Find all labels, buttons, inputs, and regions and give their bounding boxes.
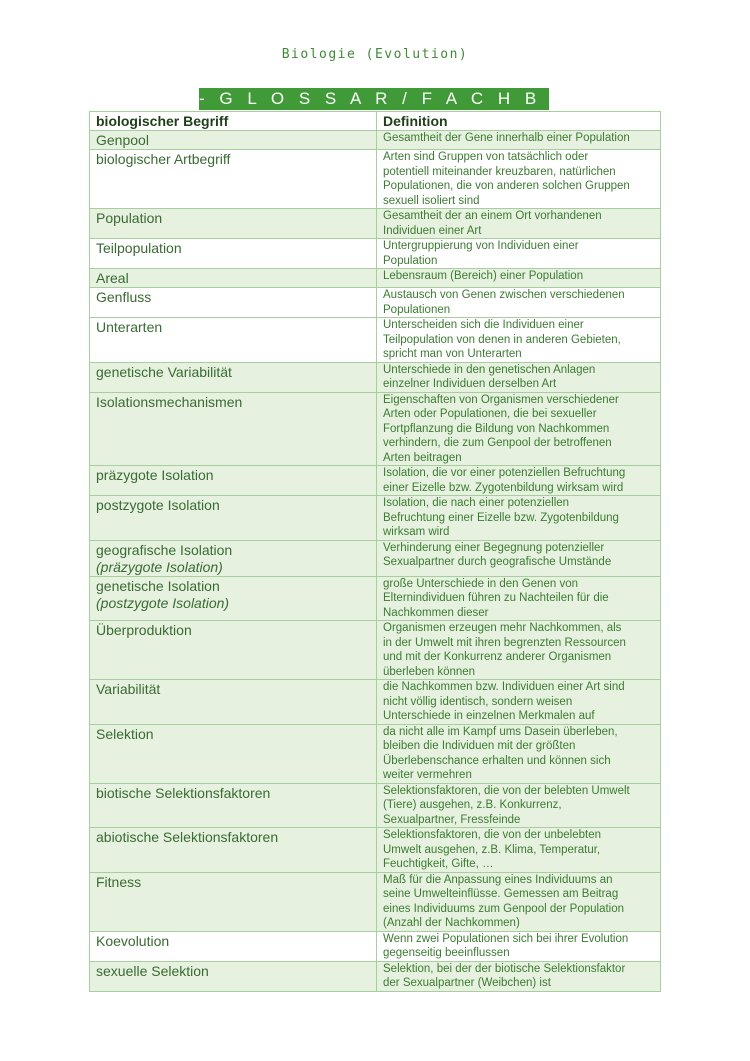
definition-line: Arten oder Populationen, die bei sexueller (383, 408, 597, 420)
table-row (90, 362, 661, 392)
definition-line: Arten sind Gruppen von tatsächlich oder (383, 151, 589, 163)
definition-cell (377, 392, 661, 466)
term-cell (90, 828, 377, 873)
definition-line: Sexualpartner, Fressfeinde (383, 813, 521, 826)
definition-line: eines Individuums zum Genpool der Population (383, 902, 625, 915)
definition-line: Gesamtheit der an einem Ort vorhandenen (383, 210, 602, 222)
definition-line: spricht man von Unterarten (383, 348, 522, 360)
term-label: sexuelle Selektion (96, 962, 209, 979)
definition-cell (377, 872, 661, 931)
table-row (90, 872, 661, 931)
definition-line: sexuell isoliert sind (383, 194, 480, 207)
term-label: Genfluss (96, 289, 152, 305)
term-label: präzygote Isolation (96, 467, 214, 483)
definition-line: Austausch von Genen zwischen verschiedenen (383, 289, 625, 301)
term-cell (90, 150, 377, 209)
definition-line: die Nachkommen bzw. Individuen einer Art sind (383, 681, 625, 693)
term-label: biologischer Artbegriff (96, 151, 231, 167)
definition-line: seine Umwelteinflüsse. Gemessen am Beitrag (383, 888, 619, 900)
table-row (90, 209, 661, 239)
definition-cell (377, 362, 661, 392)
definition-line: Teilpopulation von denen in anderen Gebieten, (383, 333, 621, 346)
definition-line: potentiell miteinander kreuzbaren, natürlichen (383, 165, 616, 178)
definition-line: da nicht alle im Kampf ums Dasein überleben, (383, 725, 618, 738)
definition-line: Isolation, die nach einer potenziellen (383, 497, 570, 509)
definition-line: überleben können (383, 665, 476, 678)
table-row (90, 540, 661, 576)
term-label: Variabilität (96, 681, 161, 697)
term-label: Überproduktion (96, 622, 192, 638)
definition-line: gegenseitig beeinflussen (383, 947, 510, 959)
definition-line: Organismen erzeugen mehr Nachkommen, als (383, 622, 622, 634)
term-label: postzygote Isolation (96, 497, 220, 513)
term-cell (90, 131, 377, 150)
definition-line: Unterschiede in den genetischen Anlagen (383, 363, 596, 376)
term-label: Genpool (96, 132, 149, 148)
term-label: genetische Isolation (96, 577, 220, 594)
table-row (90, 269, 661, 288)
definition-line: einer Eizelle bzw. Zygotenbildung wirksam wird (383, 481, 624, 494)
definition-line: Selektionsfaktoren, die von der belebten Umwelt (383, 784, 630, 797)
term-cell (90, 680, 377, 725)
term-label: Fitness (96, 873, 142, 890)
table-header-row (90, 112, 661, 131)
definition-cell (377, 621, 661, 680)
term-label: abiotische Selektionsfaktoren (96, 829, 279, 845)
definition-cell (377, 288, 661, 318)
definition-line: (Anzahl der Nachkommen) (383, 917, 520, 929)
table-row (90, 150, 661, 209)
term-cell (90, 209, 377, 239)
term-label: Selektion (96, 725, 154, 742)
term-label: genetische Variabilität (96, 363, 232, 380)
term-cell (90, 288, 377, 318)
definition-line: Befruchtung einer Eizelle bzw. Zygotenbildung (383, 511, 619, 524)
term-cell (90, 392, 377, 466)
definition-cell (377, 961, 661, 991)
definition-cell (377, 931, 661, 961)
table-row (90, 318, 661, 363)
term-sublabel: (postzygote Isolation) (96, 594, 230, 611)
table-row (90, 392, 661, 466)
definition-cell (377, 209, 661, 239)
definition-line: bleiben die Individuen mit der größten (383, 740, 576, 752)
term-label: Population (96, 210, 163, 226)
definition-cell (377, 828, 661, 873)
definition-line: Umwelt ausgehen, z.B. Klima, Temperatur, (383, 843, 601, 856)
term-label: Isolationsmechanismen (96, 393, 243, 410)
table-row (90, 239, 661, 269)
table-row (90, 621, 661, 680)
term-cell (90, 621, 377, 680)
definition-cell (377, 150, 661, 209)
term-label: Unterarten (96, 319, 163, 335)
table-row (90, 724, 661, 783)
definition-line: (Tiere) ausgehen, z.B. Konkurrenz, (383, 799, 562, 811)
definition-line: Verhinderung einer Begegnung potenzieller (383, 541, 605, 554)
term-cell (90, 269, 377, 288)
definition-line: Sexualpartner durch geografische Umstände (383, 556, 612, 568)
term-cell (90, 724, 377, 783)
page-title: Biologie (Evolution) (281, 47, 469, 62)
term-cell (90, 783, 377, 828)
term-sublabel: (präzygote Isolation) (96, 558, 223, 575)
definition-line: Feuchtigkeit, Gifte, … (383, 858, 494, 870)
definition-cell (377, 131, 661, 150)
definition-line: Nachkommen dieser (383, 606, 489, 619)
definition-cell (377, 724, 661, 783)
term-cell (90, 931, 377, 961)
definition-cell (377, 496, 661, 541)
table-row (90, 466, 661, 496)
term-label: geografische Isolation (96, 541, 233, 558)
term-cell (90, 496, 377, 541)
definition-line: Populationen, die von anderen solchen Gruppen (383, 180, 630, 192)
definition-line: Maß für die Anpassung eines Individuums an (383, 873, 613, 886)
definition-line: wirksam wird (383, 526, 450, 538)
term-cell (90, 961, 377, 991)
definition-line: einzelner Individuen derselben Art (383, 378, 557, 390)
definition-line: Wenn zwei Populationen sich bei ihrer Evolution (383, 932, 629, 945)
definition-line: Unterschiede in einzelnen Merkmalen auf (383, 710, 595, 722)
term-label: Areal (96, 270, 129, 286)
definition-cell (377, 239, 661, 269)
table-row (90, 961, 661, 991)
table-row (90, 783, 661, 828)
definition-cell (377, 466, 661, 496)
definition-line: in der Umwelt mit ihren begrenzten Ressourcen (383, 636, 626, 649)
term-label: Teilpopulation (96, 240, 182, 256)
definition-line: Elternindividuen führen zu Nachteilen für die (383, 592, 609, 604)
glossary-table (89, 111, 661, 992)
definition-line: Population (383, 254, 438, 267)
term-cell (90, 540, 377, 576)
header-term: biologischer Begriff (90, 112, 377, 131)
definition-line: Isolation, die vor einer potenziellen Befruchtung (383, 467, 626, 479)
table-row (90, 576, 661, 621)
table-row (90, 131, 661, 150)
header-definition: Definition (377, 112, 661, 131)
term-cell (90, 466, 377, 496)
glossary-banner: - G L O S S A R / F A C H B E G R I F F E - (199, 89, 739, 108)
term-cell (90, 362, 377, 392)
definition-line: Individuen einer Art (383, 224, 482, 237)
definition-line: verhindern, die zum Genpool der betroffenen (383, 437, 612, 449)
definition-line: Selektion, bei der der biotische Selektionsfaktor (383, 962, 626, 975)
definition-line: nicht völlig identisch, sondern weisen (383, 695, 573, 708)
definition-line: Arten beitragen (383, 451, 462, 464)
definition-cell (377, 680, 661, 725)
definition-line: Populationen (383, 303, 451, 316)
definition-cell (377, 540, 661, 576)
definition-line: große Unterschiede in den Genen von (383, 577, 578, 590)
definition-cell (377, 269, 661, 288)
term-label: biotische Selektionsfaktoren (96, 784, 271, 801)
definition-line: der Sexualpartner (Weibchen) ist (383, 977, 551, 989)
definition-cell (377, 783, 661, 828)
definition-line: und mit der Konkurrenz anderer Organismen (383, 651, 612, 663)
definition-line: Überlebenschance erhalten und können sich (383, 754, 611, 767)
definition-cell (377, 576, 661, 621)
definition-line: Gesamtheit der Gene innerhalb einer Population (383, 132, 630, 144)
table-row (90, 496, 661, 541)
term-cell (90, 318, 377, 363)
definition-line: Unterscheiden sich die Individuen einer (383, 319, 584, 331)
definition-line: Eigenschaften von Organismen verschiedener (383, 393, 619, 406)
term-cell (90, 576, 377, 621)
table-row (90, 288, 661, 318)
table-row (90, 828, 661, 873)
definition-line: weiter vermehren (383, 769, 472, 781)
definition-line: Selektionsfaktoren, die von der unbelebten (383, 829, 602, 841)
term-cell (90, 872, 377, 931)
definition-line: Lebensraum (Bereich) einer Population (383, 270, 584, 282)
glossary-body (90, 131, 661, 992)
definition-line: Untergruppierung von Individuen einer (383, 240, 579, 252)
definition-line: Fortpflanzung die Bildung von Nachkommen (383, 422, 610, 435)
definition-cell (377, 318, 661, 363)
table-row (90, 931, 661, 961)
table-row (90, 680, 661, 725)
term-cell (90, 239, 377, 269)
term-label: Koevolution (96, 932, 170, 949)
